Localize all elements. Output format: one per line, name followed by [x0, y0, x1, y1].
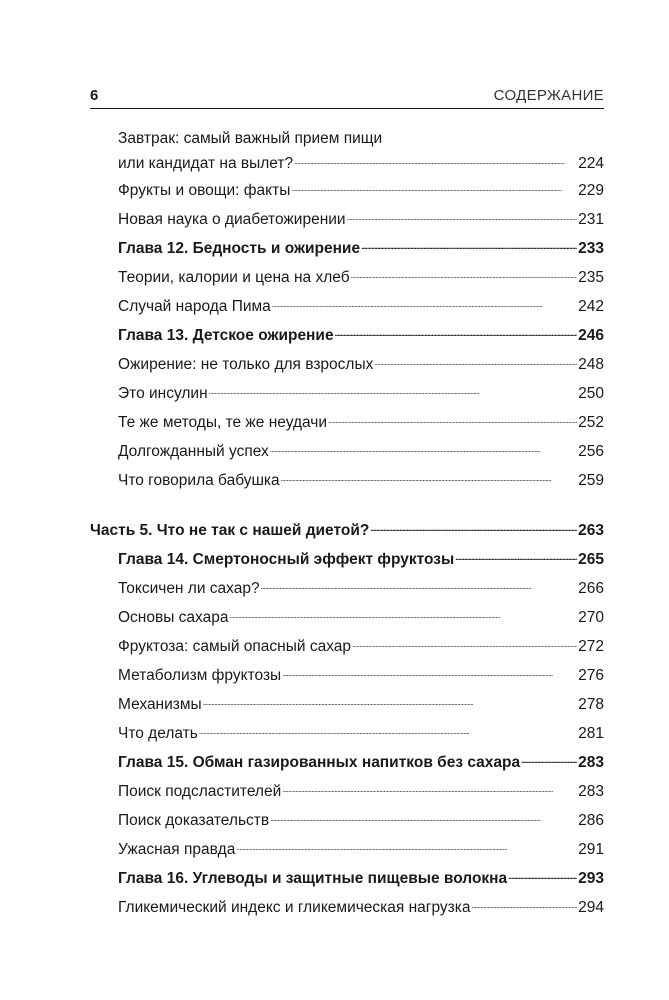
- toc-entry-page: 250: [578, 385, 604, 402]
- toc-entry: [90, 437, 604, 466]
- toc-entry: [90, 690, 604, 719]
- toc-entry-title: Глава 12. Бедность и ожирение: [118, 240, 361, 257]
- toc-entry: [90, 379, 604, 408]
- toc-entry: [90, 408, 604, 437]
- toc-entry-page: 291: [578, 841, 604, 858]
- toc-leader-dots: [294, 153, 577, 169]
- toc-entry: [90, 893, 604, 922]
- toc-leader-dots: [455, 549, 577, 565]
- toc-entry-title: Глава 15. Обман газированных напитков без сахара: [118, 754, 521, 771]
- toc-entry: [90, 661, 604, 690]
- toc-entry-page: 276: [578, 667, 604, 684]
- toc-entry-title: Случай народа Пима: [118, 298, 271, 315]
- toc-entry-page: 272: [578, 638, 604, 655]
- toc-chapter-entry: [90, 545, 604, 574]
- toc-entry-title: Механизмы: [118, 696, 202, 713]
- toc-entry: [90, 603, 604, 632]
- toc-entry-title: Фруктоза: самый опасный сахар: [118, 638, 352, 655]
- toc-entry-title: Новая наука о диабетожирении: [118, 211, 346, 228]
- toc-part-entry: [90, 516, 604, 545]
- toc-entry-title-line1: Завтрак: самый важный прием пищи: [118, 130, 383, 147]
- toc-leader-dots: [270, 810, 577, 826]
- toc-entry-page: 283: [578, 754, 604, 771]
- toc-entry-page: 266: [578, 580, 604, 597]
- toc-entry-title: Это инсулин: [118, 385, 208, 402]
- toc-entry: [90, 466, 604, 495]
- toc-entry: [90, 292, 604, 321]
- toc-leader-dots: [361, 238, 577, 254]
- toc-chapter-entry: [90, 234, 604, 263]
- toc-entry-title: Ожирение: не только для взрослых: [118, 356, 374, 373]
- toc-leader-dots: [209, 383, 577, 399]
- toc-entry-page: 293: [578, 870, 604, 887]
- toc-leader-dots: [282, 665, 577, 681]
- toc-entry-title: Глава 16. Углеводы и защитные пищевые волокна: [118, 870, 508, 887]
- toc-entry-title: Глава 14. Смертоносный эффект фруктозы: [118, 551, 455, 568]
- toc-entry-page: 229: [578, 182, 604, 199]
- toc-entry-page: 265: [578, 551, 604, 568]
- toc-leader-dots: [335, 325, 578, 341]
- toc-entry-title: Что делать: [118, 725, 198, 742]
- toc-entry-page: 235: [578, 269, 604, 286]
- toc-leader-dots: [352, 636, 577, 652]
- toc-entry-title: Поиск доказательств: [118, 812, 270, 829]
- toc-entry-page: 281: [578, 725, 604, 742]
- toc-entry: [90, 719, 604, 748]
- toc-entry-title: Ужасная правда: [118, 841, 236, 858]
- toc-leader-dots: [229, 607, 577, 623]
- toc-entry-title: Что говорила бабушка: [118, 472, 280, 489]
- toc-entry: [90, 632, 604, 661]
- toc-leader-dots: [508, 868, 577, 884]
- toc-leader-dots: [270, 441, 577, 457]
- toc-leader-dots: [281, 470, 577, 486]
- toc-list: [90, 176, 604, 922]
- toc-entry: [90, 835, 604, 864]
- toc-entry-title: Метаболизм фруктозы: [118, 667, 282, 684]
- page-number: 6: [90, 87, 99, 104]
- toc-entry-page: 294: [578, 899, 604, 916]
- toc-entry: [90, 176, 604, 205]
- toc-entry-title: Основы сахара: [118, 609, 229, 626]
- toc-entry-page: 242: [578, 298, 604, 315]
- toc-entry: [90, 777, 604, 806]
- toc-leader-dots: [472, 897, 578, 913]
- toc-entry-page: 248: [578, 356, 604, 373]
- toc-entry: [90, 263, 604, 292]
- toc-leader-dots: [282, 781, 577, 797]
- toc-entry-title: Глава 13. Детское ожирение: [118, 327, 334, 344]
- toc-leader-dots: [199, 723, 577, 739]
- toc-entry-line2: [90, 151, 604, 176]
- toc-entry: [90, 126, 604, 176]
- toc-entry: [90, 806, 604, 835]
- toc-chapter-entry: [90, 864, 604, 893]
- toc-entry-page: 259: [578, 472, 604, 489]
- toc-leader-dots: [374, 354, 577, 370]
- toc-leader-dots: [203, 694, 577, 710]
- toc-leader-dots: [328, 412, 577, 428]
- toc-entry-title: Часть 5. Что не так с нашей диетой?: [90, 522, 370, 539]
- toc-leader-dots: [351, 267, 578, 283]
- toc-leader-dots: [291, 180, 577, 196]
- toc-entry-page: 233: [578, 240, 604, 257]
- toc-entry: [90, 205, 604, 234]
- toc-entry-page: 283: [578, 783, 604, 800]
- toc-entry-page: 246: [578, 327, 604, 344]
- table-of-contents: [90, 126, 604, 922]
- toc-entry: [90, 574, 604, 603]
- toc-entry-page: 256: [578, 443, 604, 460]
- toc-entry-title: Те же методы, те же неудачи: [118, 414, 328, 431]
- toc-leader-dots: [236, 839, 577, 855]
- toc-leader-dots: [261, 578, 578, 594]
- toc-leader-dots: [347, 209, 578, 225]
- toc-entry-title: Токсичен ли сахар?: [118, 580, 260, 597]
- toc-entry-title: или кандидат на вылет?: [118, 155, 294, 172]
- toc-entry-page: 278: [578, 696, 604, 713]
- toc-entry-page: 270: [578, 609, 604, 626]
- toc-leader-dots: [370, 520, 577, 536]
- toc-chapter-entry: [90, 748, 604, 777]
- page-header: [90, 86, 604, 109]
- toc-entry-page: 286: [578, 812, 604, 829]
- toc-leader-dots: [521, 752, 577, 768]
- toc-entry: [90, 350, 604, 379]
- toc-entry-page: 231: [578, 211, 604, 228]
- toc-entry-title: Долгожданный успех: [118, 443, 269, 460]
- toc-chapter-entry: [90, 321, 604, 350]
- toc-entry-title: Теории, калории и цена на хлеб: [118, 269, 350, 286]
- toc-entry-page: 252: [578, 414, 604, 431]
- toc-leader-dots: [272, 296, 577, 312]
- toc-entry-title: Гликемический индекс и гликемическая нагрузка: [118, 899, 471, 916]
- toc-entry-title: Фрукты и овощи: факты: [118, 182, 291, 199]
- toc-entry-page: 263: [578, 522, 604, 539]
- toc-entry-page: 224: [578, 155, 604, 172]
- toc-entry-title: Поиск подсластителей: [118, 783, 282, 800]
- running-title: СОДЕРЖАНИЕ: [493, 87, 604, 104]
